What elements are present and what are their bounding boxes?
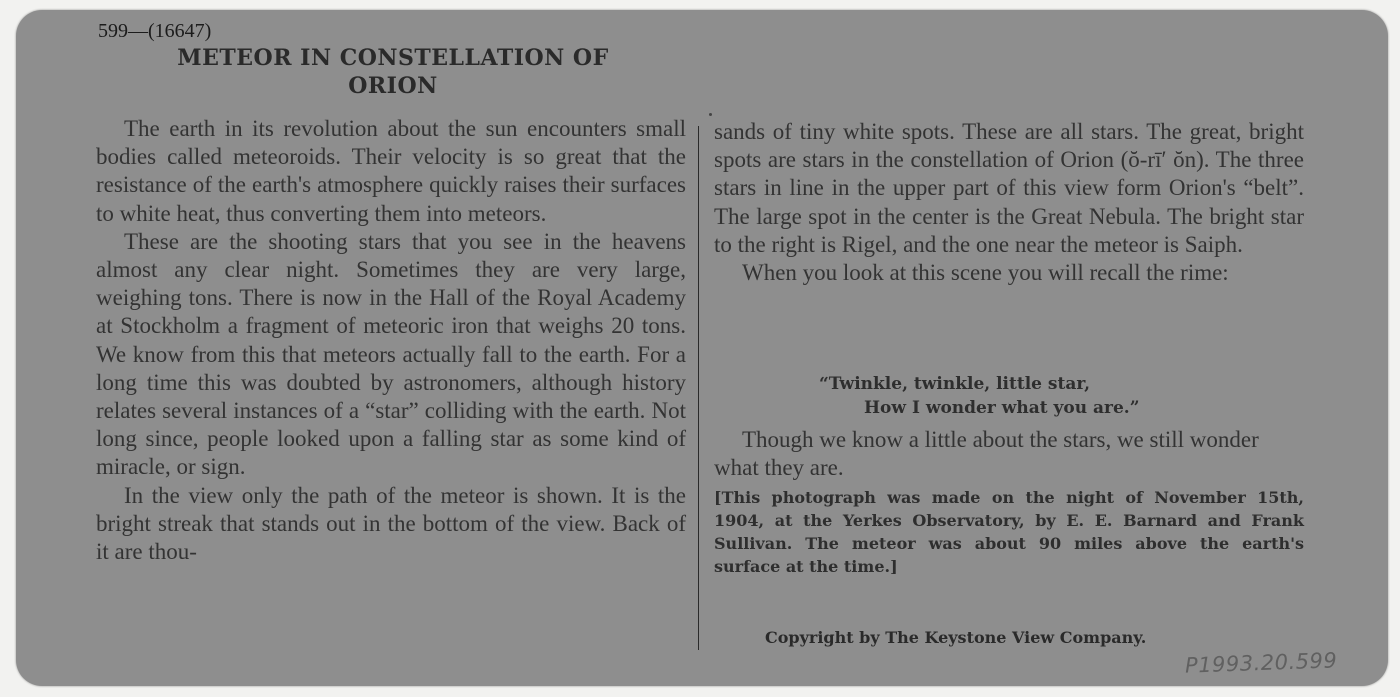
catalog-number: P1993.20.599 [1184, 648, 1338, 678]
card-number: 599—(16647) [98, 20, 212, 42]
poem [714, 372, 1304, 420]
left-paragraph-3: In the view only the path of the meteor is shown. It is the bright streak that stands out in the bottom of the view. Back of it are thou- [96, 482, 686, 565]
right-paragraph-2: When you look at this scene you will recall the rime: [742, 260, 1229, 286]
title-line-2: ORION [348, 73, 438, 99]
right-paragraph-1: sands of tiny white spots. These are all stars. The great, bright spots are stars in the constellation of Orion (ŏ-rī′ ŏn). The three stars in line in the upper part of this view form Orion's “belt”. The large spot in the center is the Great Nebula. The bright star to the right is Rigel, and the one near the meteor is Saiph. [714, 119, 1304, 257]
column-dot [709, 113, 712, 116]
poem-line-1: “Twinkle, twinkle, little star, [819, 374, 1090, 394]
title-line-1: METEOR IN CONSTELLATION OF [177, 45, 609, 71]
poem-line-2: How I wonder what you are.” [864, 398, 1140, 418]
left-paragraph-1: The earth in its revolution about the sun encounters small bodies called meteoroids. Their velocity is so great that the resistance of the earth's atmosphere quickly raises their surfaces to white heat, thus converting them into meteors. [96, 116, 686, 226]
copyright: Copyright by The Keystone View Company. [765, 628, 1147, 647]
right-column [714, 118, 1304, 287]
left-paragraph-2: These are the shooting stars that you see in the heavens almost any clear night. Sometimes they are very large, weighing tons. There is now in the Hall of the Royal Academy at Stockholm a fragment of meteoric iron that weighs 20 tons. We know from this that meteors actually fall to the earth. For a long time this was doubted by astronomers, although history relates several instances of a “star” colliding with the earth. Not long since, people looked upon a falling star as some kind of miracle, or sign. [96, 228, 686, 480]
right-paragraph-3: Though we know a little about the stars, we still wonder what they are. [714, 427, 1259, 481]
left-column [96, 115, 686, 566]
column-divider [698, 126, 699, 650]
right-column-continued [714, 426, 1304, 482]
photo-note: [This photograph was made on the night of November 15th, 1904, at the Yerkes Observatory, by E. E. Barnard and Frank Sullivan. The meteor was about 90 miles above the earth's surface at the time.] [714, 488, 1304, 576]
